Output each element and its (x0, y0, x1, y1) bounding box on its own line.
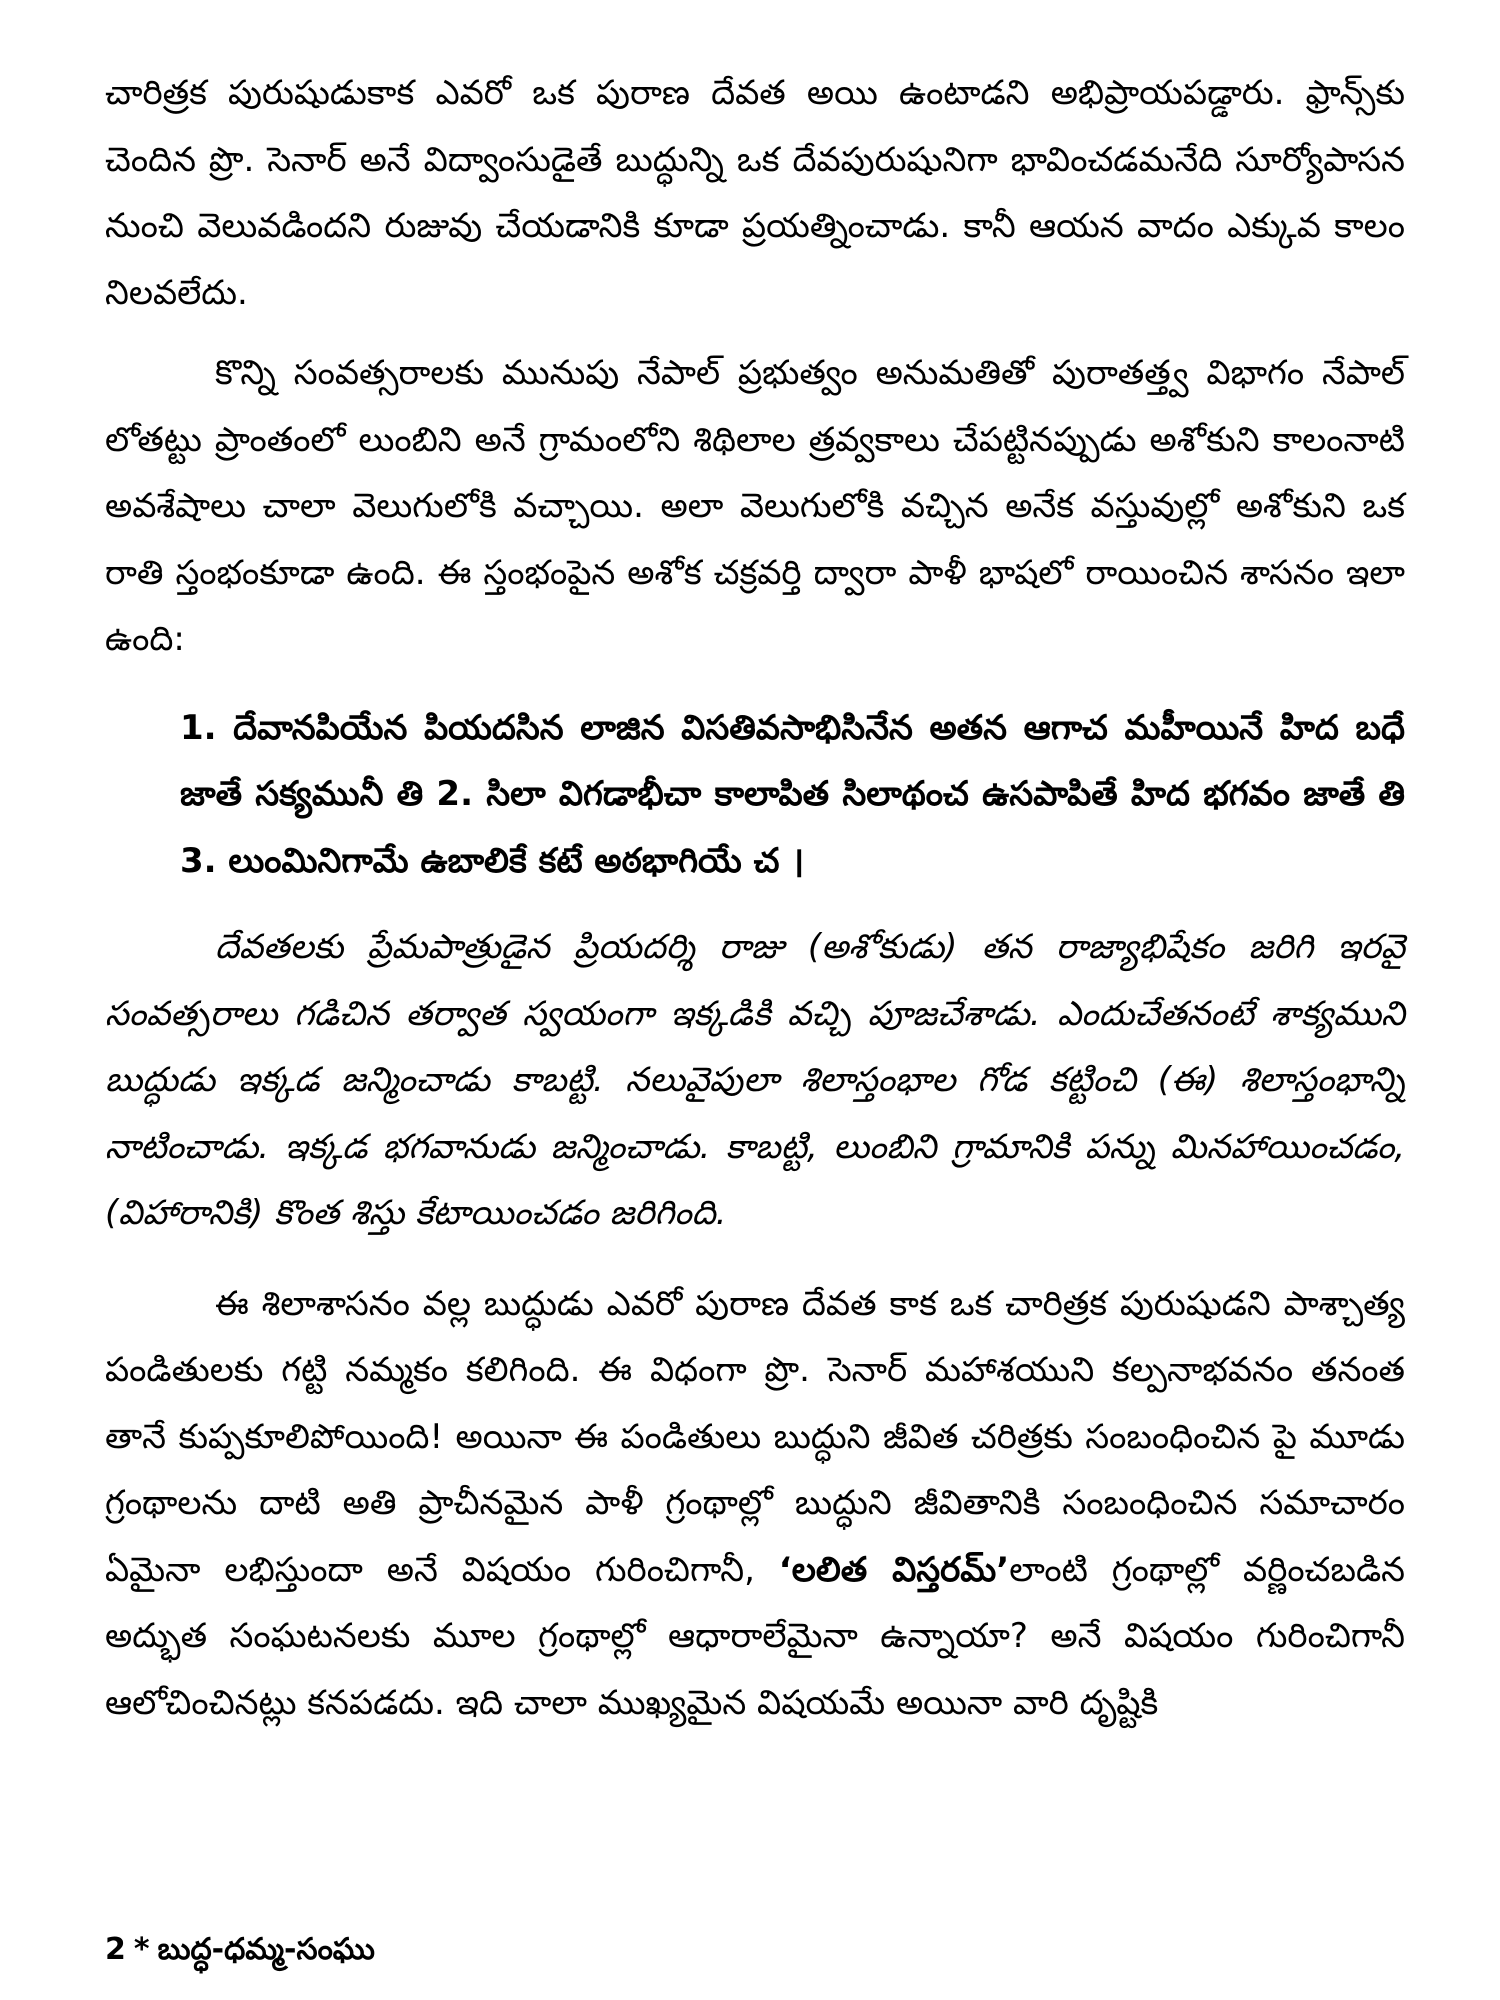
page-body (105, 60, 1405, 1736)
inscription-translation: దేవతలకు ప్రేమపాత్రుడైన ప్రియదర్శి రాజు (అశోకుడు) తన రాజ్యాభిషేకం జరిగి ఇరవై సంవత్సరాలు గడిచిన తర్వాత స్వయంగా ఇక్కడికి వచ్చి పూజచేశాడు. ఎందుచేతనంటే శాక్యముని బుద్ధుడు ఇక్కడ జన్మించాడు కాబట్టి. నలువైపులా శిలాస్తంభాల గోడ కట్టించి (ఈ) శిలాస్తంభాన్ని నాటించాడు. ఇక్కడ భగవానుడు జన్మించాడు. కాబట్టి, లుంబిని గ్రామానికి పన్ను మినహాయించడం, (విహారానికి) కొంత శిస్తు కేటాయించడం జరిగింది. (105, 927, 1405, 1233)
running-title: బుద్ధ-ధమ్మ-సంఘు (157, 1932, 375, 1967)
footer-separator: * (133, 1932, 150, 1967)
pali-inscription: 1. దేవానపియేన పియదసిన లాజిన విసతివసాభిసినేన అతన ఆగాచ మహీయినే హిద బధే జాతే సక్యమునీ తి 2. సిలా విగడాభీచా కాలాపిత సిలాథంచ ఉసపాపితే హిద భగవం జాతే తి 3. లుంమినిగామే ఉబాలికే కటే అఠభాగియే చ । (180, 707, 1405, 881)
page-number: 2 (105, 1932, 126, 1967)
page-footer (105, 1930, 375, 1970)
paragraph-4 (105, 1271, 1405, 1737)
paragraph-1: చారిత్రక పురుషుడుకాక ఎవరో ఒక పురాణ దేవత అయి ఉంటాడని అభిప్రాయపడ్డారు. ఫ్రాన్స్‌కు చెందిన ప్రొ. సెనార్ అనే విద్వాంసుడైతే బుద్ధున్ని ఒక దేవపురుషునిగా భావించడమనేది సూర్యోపాసన నుంచి వెలువడిందని రుజువు చేయడానికి కూడా ప్రయత్నించాడు. కానీ ఆయన వాదం ఎక్కువ కాలం నిలవలేదు. (105, 73, 1405, 313)
paragraph-2: కొన్ని సంవత్సరాలకు మునుపు నేపాల్ ప్రభుత్వం అనుమతితో పురాతత్త్వ విభాగం నేపాల్ లోతట్టు ప్రాంతంలో లుంబిని అనే గ్రామంలోని శిథిలాల త్రవ్వకాలు చేపట్టినప్పుడు అశోకుని కాలంనాటి అవశేషాలు చాలా వెలుగులోకి వచ్చాయి. అలా వెలుగులోకి వచ్చిన అనేక వస్తువుల్లో అశోకుని ఒక రాతి స్తంభంకూడా ఉంది. ఈ స్తంభంపైన అశోక చక్రవర్తి ద్వారా పాళీ భాషలో రాయించిన శాసనం ఇలా ఉంది: (105, 353, 1405, 659)
paragraph-4-text-end: లాంటి గ్రంథాల్లో వర్ణించబడిన అద్భుత సంఘటనలకు మూల గ్రంథాల్లో ఆధారాలేమైనా ఉన్నాయా? అనే విషయం గురించిగానీ ఆలోచించినట్లు కనపడదు. ఇది చాలా ముఖ్యమైన విషయమే అయినా వారి దృష్టికి (105, 1549, 1405, 1723)
book-title-lalita-vistaram: ‘లలిత విస్తరమ్’ (778, 1549, 1010, 1590)
paragraph-4-text-start: ఈ శిలాశాసనం వల్ల బుద్ధుడు ఎవరో పురాణ దేవత కాక ఒక చారిత్రక పురుషుడని పాశ్చాత్య పండితులకు గట్టి నమ్మకం కలిగింది. ఈ విధంగా ప్రొ. సెనార్ మహాశయుని కల్పనాభవనం తనంత తానే కుప్పకూలిపోయింది! అయినా ఈ పండితులు బుద్ధుని జీవిత చరిత్రకు సంబంధించిన పై మూడు గ్రంథాలను దాటి అతి ప్రాచీనమైన పాళీ గ్రంథాల్లో బుద్ధుని జీవితానికి సంబంధించిన సమాచారం ఏమైనా లభిస్తుందా అనే విషయం గురించిగానీ, (105, 1283, 1405, 1590)
